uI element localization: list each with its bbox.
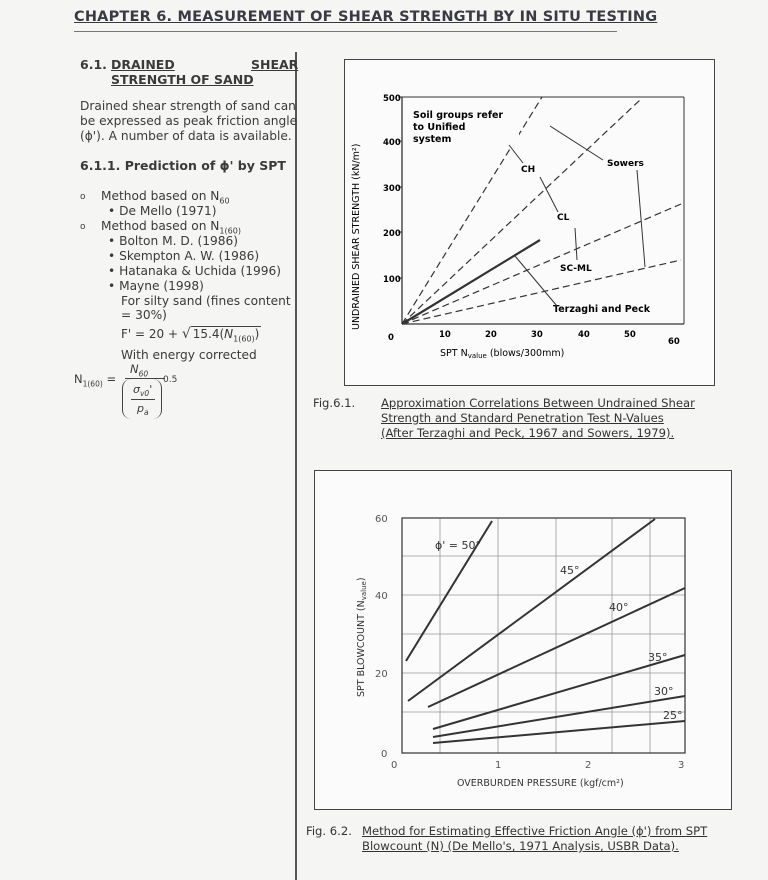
list-item: • Hatanaka & Uchida (1996) [108, 264, 282, 278]
curve-label: 45° [560, 564, 580, 577]
subsection-title: 6.1.1. Prediction of ϕ' by SPT [80, 158, 286, 173]
list-item: • Mayne (1998) [108, 279, 204, 293]
chapter-title: CHAPTER 6. MEASUREMENT OF SHEAR STRENGTH BY IN SITU TESTING [74, 9, 658, 25]
y-tick-label: 20 [375, 669, 388, 680]
figure-6-1-caption: Approximation Correlations Between Undrained Shear Strength and Standard Penetration Test N-Values (After Terzaghi and Peck, 1967 and Sowers, 1979). [381, 396, 695, 440]
figure-6-2 [314, 470, 732, 810]
figure-6-1-chart [345, 60, 714, 385]
curve-phi-40 [428, 588, 685, 707]
circle-bullet-icon: o [80, 222, 86, 232]
intro-line: Drained shear strength of sand can [80, 99, 296, 113]
n160-numerator: $N_{60}$ [130, 362, 149, 379]
leader-sc-ml [575, 228, 577, 260]
y-axis-label: UNDRAINED SHEAR STRENGTH (kN/m²) [351, 143, 362, 330]
x-tick-label: 20 [485, 330, 497, 340]
y-tick-label: 500 [383, 94, 401, 104]
circle-bullet-icon: o [80, 192, 86, 202]
silty-note: = 30%) [121, 308, 167, 322]
list-item: • Bolton M. D. (1986) [108, 234, 239, 248]
label-terzaghi-peck: Terzaghi and Peck [553, 304, 651, 315]
column-divider [295, 52, 297, 880]
curve-label: 25° [663, 709, 683, 722]
formula-phi: F' = 20 + √ $15.4(N_{1(60)})$ [121, 326, 260, 344]
x-tick-label: 50 [624, 330, 636, 340]
x-tick-label: 3 [678, 760, 685, 771]
label-cl: CL [557, 213, 570, 223]
leader-terzaghi [515, 256, 557, 306]
intro-paragraph [80, 99, 297, 144]
x-tick-label: 10 [439, 330, 451, 340]
y-tick-label: 40 [375, 591, 388, 602]
x-tick-label: 60 [668, 337, 680, 347]
section-title-line1: DRAINED [111, 57, 175, 72]
n160-pa: $p_a$ [137, 402, 149, 418]
section-title-line2: STRENGTH OF SAND [111, 72, 254, 87]
x-tick-label: 1 [495, 760, 502, 771]
y-tick-label: 0 [381, 749, 388, 760]
label-sc-ml: SC-ML [560, 264, 592, 274]
n160-exponent: 0.5 [163, 375, 178, 385]
figure-6-2-caption: Method for Estimating Effective Friction Angle (ϕ') from SPT Blowcount (N) (De Mello's, 1971 Analysis, USBR Data). [362, 824, 708, 853]
legend-line: Soil groups refer [413, 110, 504, 121]
y-axis-label: SPT BLOWCOUNT $(N_{value})$ [356, 577, 368, 697]
section-number: 6.1. [80, 57, 107, 72]
title-rule [74, 31, 617, 32]
intro-line: be expressed as peak friction angle [80, 114, 298, 128]
list-item: • Skempton A. W. (1986) [108, 249, 260, 263]
figure-6-2-chart [315, 471, 731, 809]
curve-phi-35 [433, 655, 685, 729]
n160-lhs: $N_{1(60)}$ = [74, 372, 117, 389]
x-axis-label: SPT $N_{value}$ (blows/300mm) [440, 348, 565, 360]
figure-6-1 [344, 59, 715, 386]
curve-phi-30 [433, 696, 685, 737]
plot-frame [402, 518, 685, 753]
method2-label: Method based on $N_{1(60)}$ [101, 219, 241, 236]
fraction-bar [131, 399, 155, 400]
origin-label: 0 [388, 333, 394, 343]
y-tick-label: 200 [383, 229, 401, 239]
legend-line: to Unified [413, 122, 466, 133]
x-tick-label: 40 [578, 330, 590, 340]
label-ch: CH [521, 165, 536, 175]
method1-label: Method based on $N_{60}$ [101, 189, 230, 206]
x-axis-label: OVERBURDEN PRESSURE (kgf/cm²) [457, 778, 624, 789]
energy-note: With energy corrected [121, 348, 257, 362]
curve-label: 35° [648, 651, 668, 664]
y-tick-label: 300 [383, 184, 401, 194]
n160-sigma: $\sigma_{v0}'$ [133, 383, 153, 399]
silty-note: For silty sand (fines content [121, 294, 291, 308]
grid [402, 518, 685, 753]
intro-line: (ϕ'). A number of data is available. [80, 129, 292, 143]
curve-phi-25 [433, 721, 685, 743]
y-tick-label: 400 [383, 138, 401, 148]
curve-label: 40° [609, 601, 629, 614]
line-terzaghi-peck [402, 240, 540, 324]
y-tick-label: 60 [375, 514, 388, 525]
leader-sowers-2 [637, 170, 645, 267]
list-item: • De Mello (1971) [108, 204, 217, 218]
leader-cl [540, 177, 558, 212]
section-title-line1b: SHEAR [251, 57, 299, 72]
figure-6-2-caption-number: Fig. 6.2. [306, 824, 352, 838]
figure-6-1-caption-number: Fig.6.1. [313, 396, 356, 410]
label-sowers: Sowers [607, 159, 644, 169]
curve-label: 30° [654, 685, 674, 698]
legend-line: system [413, 134, 452, 145]
x-tick-label: 30 [531, 330, 543, 340]
curve-label: ϕ' = 50° [435, 539, 481, 552]
x-tick-label: 2 [585, 760, 592, 771]
x-tick-label: 0 [391, 760, 398, 771]
y-tick-label: 100 [383, 275, 401, 285]
